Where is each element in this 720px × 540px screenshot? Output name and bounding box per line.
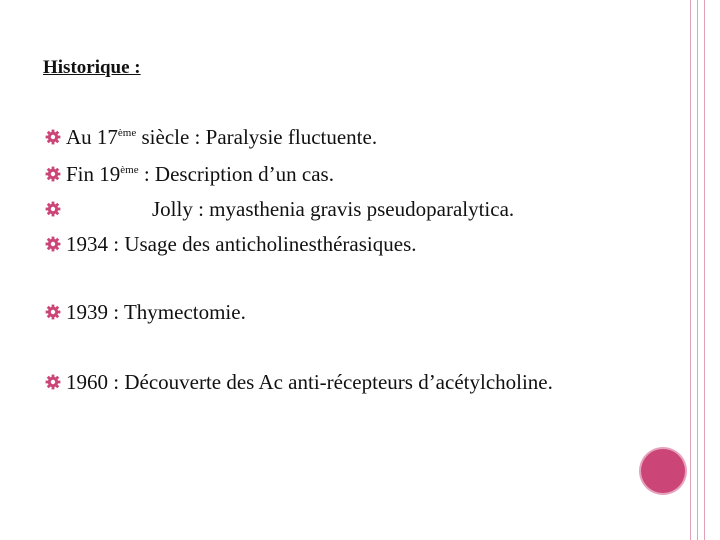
- slide-heading: Historique :: [43, 57, 141, 78]
- bullet-text-rest: siècle : Paralysie fluctuente.: [136, 125, 378, 149]
- bullet-text: [152, 197, 514, 221]
- bullet-text-main: 1934 : Usage des anticholinesthérasiques.: [66, 232, 417, 256]
- gear-icon: [45, 201, 61, 217]
- bullet-text-main: Au 17: [66, 125, 118, 149]
- bullet-item: [0, 370, 690, 396]
- bullet-item: [0, 197, 690, 223]
- bullet-item: [0, 300, 690, 326]
- bullet-text: [66, 300, 246, 324]
- bullet-text: [66, 232, 417, 256]
- bullet-text: [66, 125, 377, 149]
- bullet-item: [0, 232, 690, 258]
- decorative-line: [697, 0, 698, 540]
- bullet-text: [66, 162, 334, 186]
- bullet-text: [66, 370, 553, 394]
- bullet-text-main: Jolly : myasthenia gravis pseudoparalytica.: [152, 197, 515, 221]
- decorative-line: [690, 0, 691, 540]
- superscript: ème: [117, 127, 137, 139]
- bullet-text-main: 1960 : Découverte des Ac anti-récepteurs d’acétylcholine.: [66, 370, 553, 394]
- gear-icon: [45, 129, 61, 145]
- bullet-item: [0, 162, 690, 188]
- gear-icon: [45, 166, 61, 182]
- gear-icon: [45, 374, 61, 390]
- superscript: ème: [120, 164, 139, 176]
- bullet-item: [0, 125, 690, 151]
- circle-ornament: [641, 449, 685, 493]
- gear-icon: [45, 304, 61, 320]
- gear-icon: [45, 236, 61, 252]
- bullet-text-rest: : Description d’un cas.: [138, 162, 334, 186]
- bullet-text-main: Fin 19: [66, 162, 121, 186]
- bullet-text-main: 1939 : Thymectomie.: [66, 300, 246, 324]
- decorative-line: [704, 0, 705, 540]
